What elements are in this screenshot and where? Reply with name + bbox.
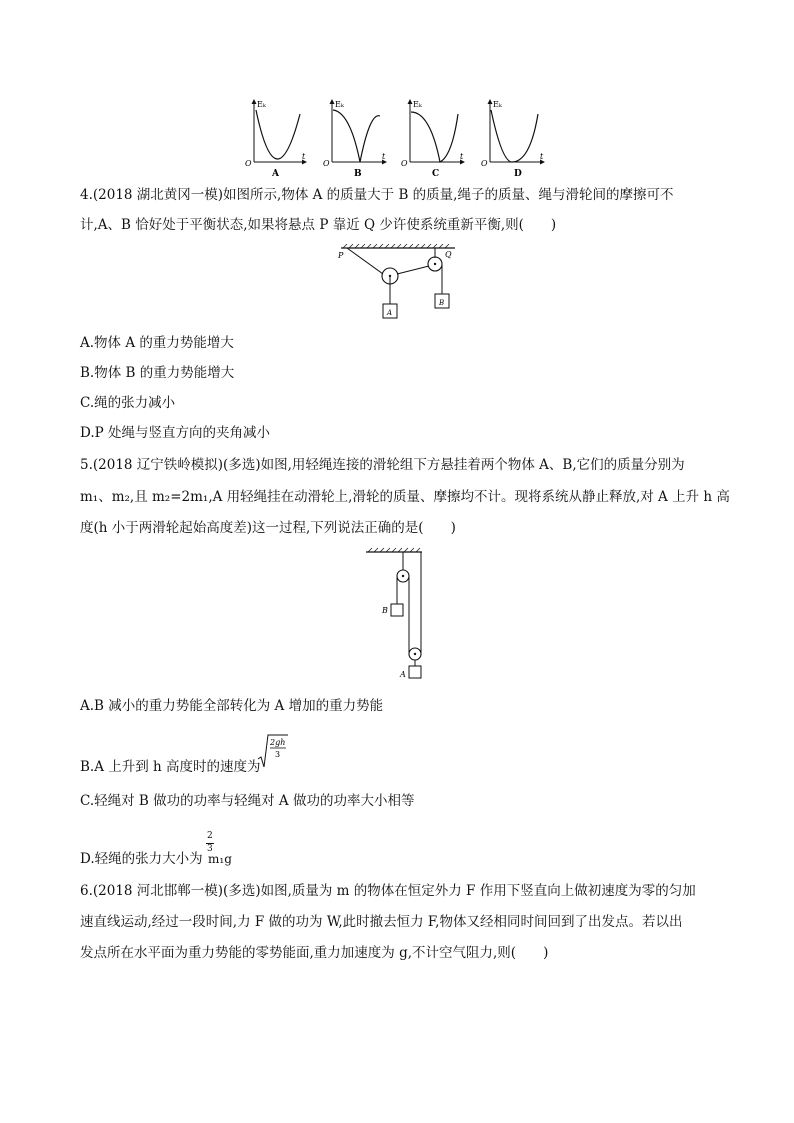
label-b: B: [382, 606, 388, 615]
q4-option-c: C.绳的张力减小: [80, 395, 176, 411]
q6-stem-line-2: 速直线运动,经过一段时间,力 F 做的功为 W,此时撤去恒力 F,物体又经相同时间回到了出发点。若以出: [80, 914, 683, 930]
q5-stem-line-1: 5.(2018 辽宁铁岭模拟)(多选)如图,用轻绳连接的滑轮组下方悬挂着两个物体 A、B,它们的质量分别为: [80, 457, 685, 473]
axis-x-label: t: [302, 152, 306, 161]
curve-b: [333, 110, 380, 162]
axis-x-label: t: [460, 152, 464, 161]
label-q: Q: [445, 250, 452, 259]
q5-option-b: [80, 758, 261, 776]
option-label: B: [354, 169, 362, 179]
label-p: P: [338, 251, 344, 260]
graph-d: [481, 100, 544, 179]
curve-a: [256, 110, 300, 159]
q5-figure: [360, 546, 440, 682]
q5-option-a: A.B 减小的重力势能全部转化为 A 增加的重力势能: [80, 698, 384, 714]
q4-stem-line-2: 计,A、B 恰好处于平衡状态,如果将悬点 P 靠近 Q 少许使系统重新平衡,则( ): [80, 217, 557, 233]
q4-figure: [335, 244, 465, 322]
q4-stem-line-1: 4.(2018 湖北黄冈一模)如图所示,物体 A 的质量大于 B 的质量,绳子的质量、绳与滑轮间的摩擦可不: [80, 187, 674, 203]
block-b: [391, 604, 403, 616]
axis-y-label: Eₖ: [257, 100, 266, 109]
axis-x-label: t: [540, 152, 544, 161]
label-b: B: [439, 299, 445, 307]
sqrt-numerator: 2gh: [270, 738, 286, 747]
fraction-numerator: 2: [207, 831, 213, 841]
q5-option-b-text: B.A 上升到 h 高度时的速度为: [80, 759, 261, 775]
fraction-denominator: 3: [207, 844, 213, 854]
sqrt-denominator: 3: [275, 750, 281, 759]
label-a: A: [387, 309, 393, 317]
ek-t-graphs: [240, 96, 560, 180]
graph-b: [323, 100, 386, 179]
origin-label: O: [401, 159, 408, 168]
origin-label: O: [245, 159, 252, 168]
q5-stem-line-2: m₁、m₂,且 m₂=2m₁,A 用轻绳挂在动滑轮上,滑轮的质量、摩擦均不计。现将系统从静止释放,对 A 上升 h 高: [80, 489, 730, 505]
origin-label: O: [481, 159, 488, 168]
option-label: C: [432, 169, 440, 179]
q5-option-d-text: D.轻绳的张力大小为: [80, 851, 203, 867]
graph-c: [401, 100, 464, 179]
graph-a: [245, 100, 306, 179]
label-a: A: [400, 670, 406, 679]
axis-x-label: t: [382, 152, 386, 161]
sqrt-expression: [256, 733, 290, 771]
q5-option-c: C.轻绳对 B 做功的功率与轻绳对 A 做功的功率大小相等: [80, 793, 415, 809]
q6-stem-line-3: 发点所在水平面为重力势能的零势能面,重力加速度为 g,不计空气阻力,则( ): [80, 945, 549, 961]
option-label: A: [272, 169, 279, 179]
block-a: [409, 666, 421, 678]
curve-c: [411, 112, 458, 162]
axis-y-label: Eₖ: [335, 100, 344, 109]
q4-option-d: D.P 处绳与竖直方向的夹角减小: [80, 425, 271, 441]
axis-y-label: Eₖ: [413, 100, 422, 109]
q5-stem-line-3: 度(h 小于两滑轮起始高度差)这一过程,下列说法正确的是( ): [80, 520, 456, 536]
axis-y-label: Eₖ: [493, 100, 502, 109]
option-label: D: [514, 169, 522, 179]
curve-d: [491, 110, 538, 162]
q5-option-d: [80, 850, 203, 868]
origin-label: O: [323, 159, 330, 168]
q6-stem-line-1: 6.(2018 河北邯郸一模)(多选)如图,质量为 m 的物体在恒定外力 F 作用下竖直向上做初速度为零的匀加: [80, 883, 696, 899]
fraction-tail: m₁g: [208, 852, 232, 866]
q4-option-b: B.物体 B 的重力势能增大: [80, 365, 235, 381]
q4-option-a: A.物体 A 的重力势能增大: [80, 335, 234, 351]
